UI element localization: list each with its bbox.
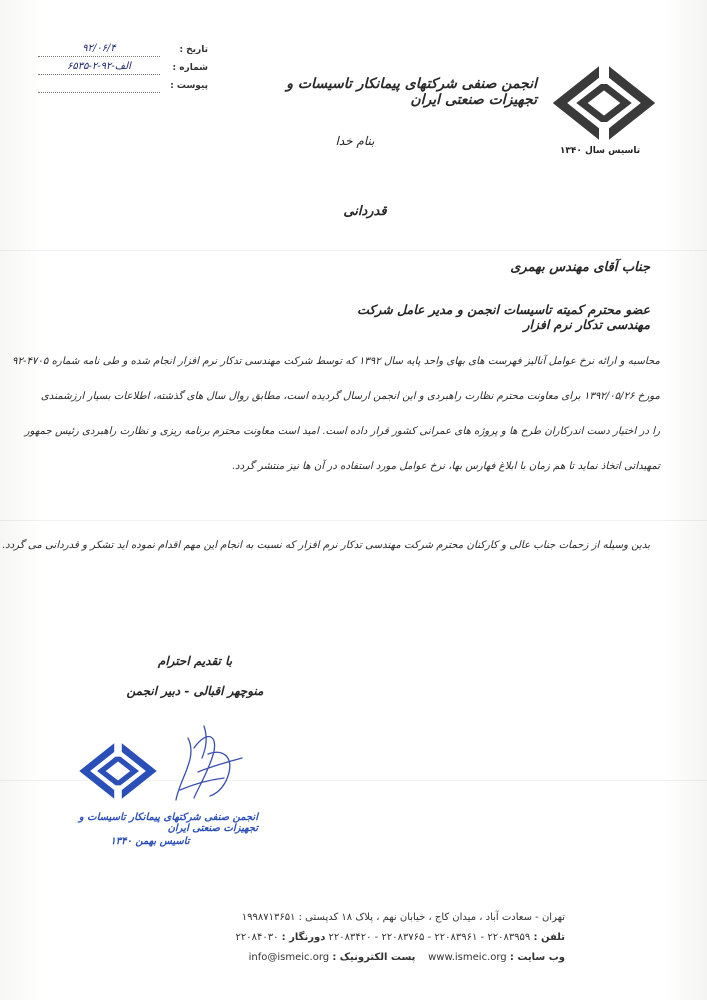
number-label: شماره :	[172, 63, 208, 73]
recipient-name: جناب آقای مهندس بهمری	[510, 260, 650, 275]
faded-stamp-mark	[588, 933, 693, 987]
email-link[interactable]: info@ismeic.org	[248, 952, 330, 963]
number-row	[38, 60, 208, 76]
email-label: پست الکترونیک :	[332, 952, 416, 963]
signer-name: منوچهر اقبالی - دبیر انجمن	[126, 684, 264, 698]
signature-icon	[168, 718, 248, 808]
attachment-row	[38, 78, 208, 94]
date-label: تاریخ :	[179, 45, 208, 55]
fax-number: ۲۲۰۸۴۰۳۰	[235, 932, 279, 943]
phone-label: تلفن :	[533, 932, 565, 943]
bename-heading: بنام خدا	[335, 134, 375, 148]
footer-address: تهران - سعادت آباد ، میدان کاج ، خیابان نهم ، پلاک ۱۸ کدپستی : ۱۹۹۸۷۱۳۶۵۱	[241, 912, 565, 923]
founded-year: تاسیس سال ۱۳۴۰	[559, 146, 641, 156]
closing-paragraph: بدین وسیله از زحمات جناب عالی و کارکنان محترم شرکت مهندسی تدکار نرم افزار که نسبت به انجام این مهم اقدام نموده اید تشکر و قدردانی می گردد.	[1, 540, 650, 551]
recipient-position: عضو محترم کمیته تاسیسات انجمن و مدیر عامل شرکت مهندسی تدکار نرم افزار	[357, 302, 650, 332]
letter-meta	[38, 42, 208, 96]
stamp-founded: تاسیس بهمن ۱۳۴۰	[110, 836, 190, 847]
paper-fold	[0, 520, 707, 521]
footer-phones-row	[150, 928, 565, 948]
isme-logo-icon	[552, 62, 656, 144]
body-line: مورخ ۱۳۹۲/۰۵/۲۶ برای معاونت محترم نظارت راهبردی و این انجمن ارسال گردیده است، مطابق روال سال های گذشته، اطلاعات بسیار ارزشمندی	[40, 391, 660, 402]
number-value: ۶۵۳۵-۲-۹۲-الف	[38, 61, 160, 75]
attachment-label: پیوست :	[170, 81, 208, 91]
paper-fold	[0, 250, 707, 251]
date-value: ۹۲/۰۶/۴	[38, 43, 160, 57]
website-link[interactable]: www.ismeic.org	[428, 952, 507, 963]
body-line: تمهیداتی اتخاذ نماید تا هم زمان با ابلاغ فهارس بها، نرخ عوامل مورد استفاده در آن ها نیز منتشر گردد.	[231, 461, 660, 472]
letter-footer	[150, 908, 565, 968]
stamp-logo-icon	[76, 740, 160, 802]
letter-title: قدردانی	[343, 204, 387, 219]
phone-numbers: ۲۲۰۸۳۹۵۹ - ۲۲۰۸۳۹۶۱ - ۲۲۰۸۳۷۶۵ - ۲۲۰۸۳۴۲۰	[328, 932, 531, 943]
footer-web-row	[150, 948, 565, 968]
stamp-organization: انجمن صنفی شرکتهای پیمانکار تاسیسات و تجهیزات صنعتی ایران	[78, 812, 258, 834]
attachment-value	[38, 79, 160, 93]
fax-label: دورنگار :	[281, 932, 326, 943]
closing-salutation: با تقدیم احترام	[157, 654, 233, 668]
date-row	[38, 42, 208, 58]
letter-body	[12, 344, 660, 484]
body-line: محاسبه و ارائه نرخ عوامل آنالیز فهرست های بهای واحد پایه سال ۱۳۹۲ که توسط شرکت مهندسی تدکار نرم افزار انجام شده و طی نامه شماره ۴۷۰۵-۹۲	[12, 356, 660, 367]
website-label: وب سایت :	[509, 952, 565, 963]
organization-name: انجمن صنفی شرکتهای پیمانکار تاسیسات و تجهیزات صنعتی ایران	[286, 76, 537, 108]
body-line: را در اختیار دست اندرکاران طرح ها و پروژه های عمرانی کشور قرار داده است. امید است معاونت محترم برنامه ریزی و نظارت راهبردی رئیس جمهور	[24, 426, 660, 437]
